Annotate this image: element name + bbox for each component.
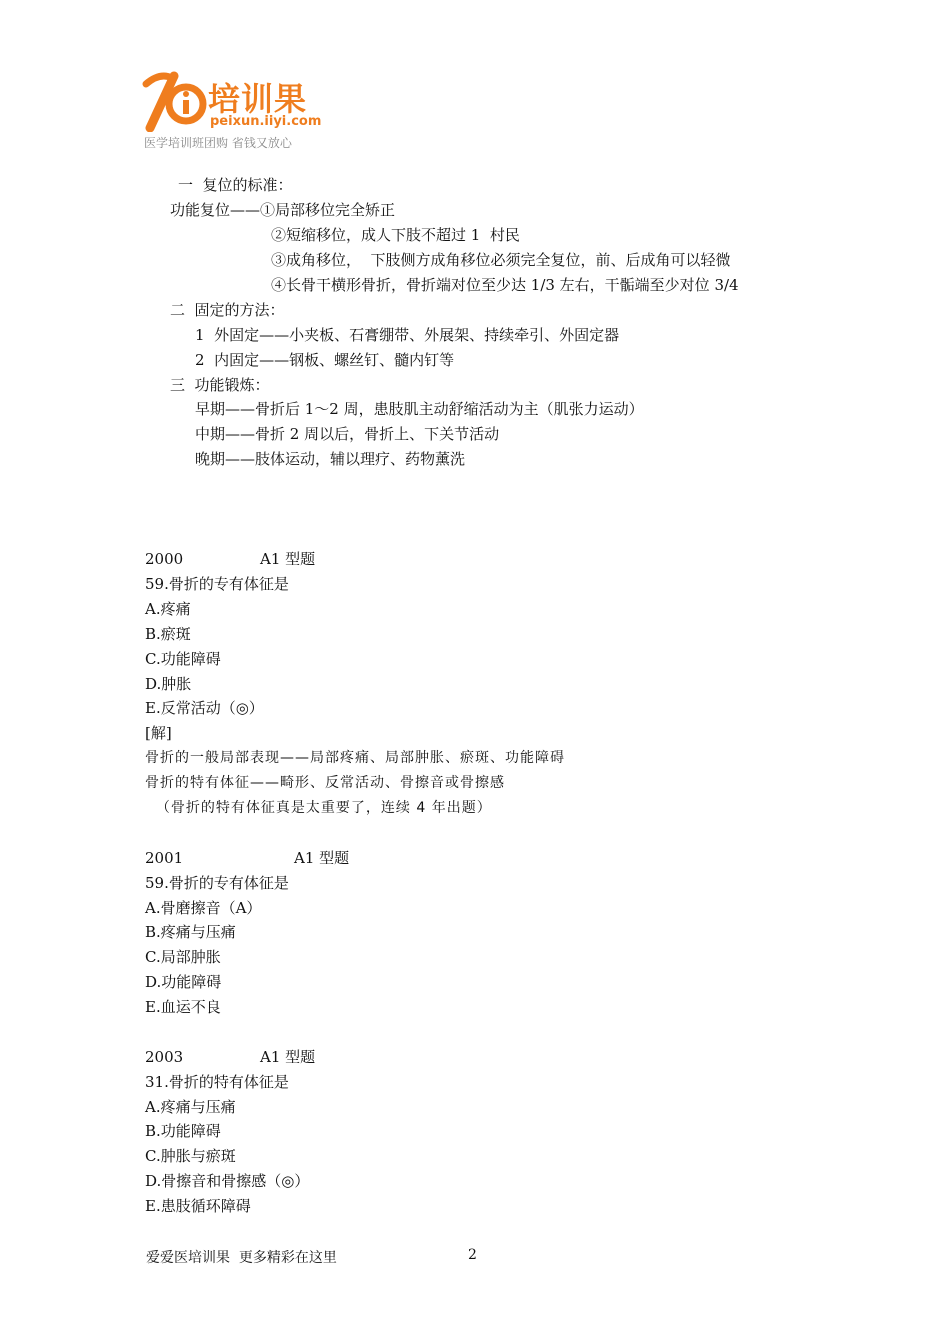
q2003-option-a: A.疼痛与压痛 bbox=[145, 1098, 236, 1116]
q2003-type: A1 型题 bbox=[260, 1048, 316, 1066]
q2000-explain-line2: 骨折的特有体征——畸形、反常活动、骨擦音或骨擦感 bbox=[145, 775, 505, 791]
q2003-option-b: B.功能障碍 bbox=[145, 1122, 221, 1140]
section1-line2: ②短缩移位，成人下肢不超过 1 村民 bbox=[271, 226, 520, 244]
q2001-option-c: C.局部肿胀 bbox=[145, 948, 221, 966]
section2-line2: 2 内固定——钢板、螺丝钉、髓内钉等 bbox=[195, 351, 455, 369]
section2-heading: 二 固定的方法： bbox=[170, 301, 285, 319]
logo bbox=[142, 70, 342, 160]
section1-line4: ④长骨干横形骨折，骨折端对位至少达 1/3 左右，干骺端至少对位 3/4 bbox=[271, 276, 739, 294]
q2000-year: 2000 bbox=[145, 550, 184, 568]
q2000-option-c: C.功能障碍 bbox=[145, 650, 221, 668]
q2001-option-b: B.疼痛与压痛 bbox=[145, 923, 236, 941]
footer-tagline: 爱爱医培训果 更多精彩在这里 bbox=[146, 1250, 337, 1266]
section3-line2: 中期——骨折 2 周以后，骨折上、下关节活动 bbox=[195, 425, 500, 443]
q2003-year: 2003 bbox=[145, 1048, 184, 1066]
section2-line1: 1 外固定——小夹板、石膏绷带、外展架、持续牵引、外固定器 bbox=[195, 326, 620, 344]
q2001-question: 59.骨折的专有体征是 bbox=[145, 874, 289, 892]
q2001-option-d: D.功能障碍 bbox=[145, 973, 222, 991]
section3-line1: 早期——骨折后 1～2 周，患肢肌主动舒缩活动为主（肌张力运动） bbox=[195, 400, 644, 418]
q2000-explain-line3: （骨折的特有体征真是太重要了，连续 4 年出题） bbox=[145, 800, 492, 816]
q2003-option-c: C.肿胀与瘀斑 bbox=[145, 1147, 236, 1165]
q2001-option-e: E.血运不良 bbox=[145, 998, 221, 1016]
logo-mark-icon bbox=[142, 70, 208, 132]
q2001-year: 2001 bbox=[145, 849, 184, 867]
q2000-option-a: A.疼痛 bbox=[145, 600, 191, 618]
q2000-explain-label: [解] bbox=[145, 724, 172, 742]
brand-domain: peixun.iiyi.com bbox=[210, 114, 322, 129]
q2003-option-e: E.患肢循环障碍 bbox=[145, 1197, 251, 1215]
page-number: 2 bbox=[468, 1247, 477, 1263]
brand-slogan: 医学培训班团购 省钱又放心 bbox=[144, 136, 292, 150]
q2000-option-e: E.反常活动（◎） bbox=[145, 699, 264, 717]
q2001-option-a: A.骨磨擦音（A） bbox=[145, 899, 262, 917]
section1-line1: 功能复位——①局部移位完全矫正 bbox=[170, 201, 396, 219]
q2000-option-b: B.瘀斑 bbox=[145, 625, 191, 643]
q2000-question: 59.骨折的专有体征是 bbox=[145, 575, 289, 593]
q2000-type: A1 型题 bbox=[260, 550, 316, 568]
q2000-explain-line1: 骨折的一般局部表现——局部疼痛、局部肿胀、瘀斑、功能障碍 bbox=[145, 750, 565, 766]
section1-line3: ③成角移位， 下肢侧方成角移位必须完全复位，前、后成角可以轻微 bbox=[271, 251, 731, 269]
brand-name: 培训果 bbox=[208, 80, 308, 118]
q2003-question: 31.骨折的特有体征是 bbox=[145, 1073, 289, 1091]
section3-heading: 三 功能锻炼： bbox=[170, 376, 270, 394]
q2003-option-d: D.骨擦音和骨擦感（◎） bbox=[145, 1172, 310, 1190]
q2000-option-d: D.肿胀 bbox=[145, 675, 192, 693]
section3-line3: 晚期——肢体运动，辅以理疗、药物薰洗 bbox=[195, 450, 466, 468]
q2001-type: A1 型题 bbox=[294, 849, 350, 867]
section1-heading: 一 复位的标准： bbox=[178, 176, 293, 194]
